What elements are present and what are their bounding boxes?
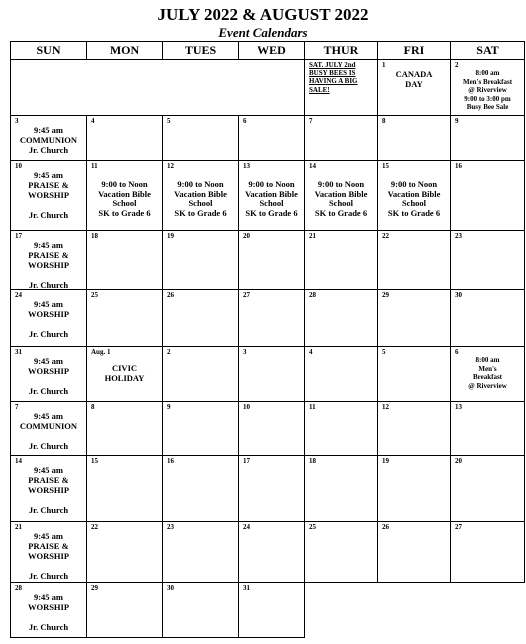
event-line: WORSHIP [27, 190, 70, 200]
day-cell [377, 230, 451, 290]
day-number: 23 [455, 232, 462, 240]
event-line: CANADA [395, 69, 433, 79]
event-line: Jr. Church [28, 145, 69, 155]
day-cell [450, 115, 525, 161]
event-text [307, 180, 375, 218]
day-number: Aug. 1 [91, 348, 111, 356]
event-text [453, 69, 522, 112]
day-cell [238, 455, 305, 522]
event-line: 9:00 to Noon [248, 179, 295, 189]
event-line: School [259, 198, 284, 208]
day-cell [238, 115, 305, 161]
event-line: Vacation Bible [314, 188, 368, 199]
event-line: Vacation Bible [245, 188, 298, 199]
day-cell [238, 289, 305, 347]
event-line [13, 270, 84, 280]
day-cell [86, 289, 163, 347]
day-cell [304, 115, 378, 161]
day-number: 28 [309, 291, 316, 299]
event-text [13, 531, 84, 581]
event-line: 9:00 to Noon [101, 179, 148, 189]
day-number: 7 [15, 403, 19, 411]
day-number: 7 [309, 117, 313, 125]
day-cell [377, 289, 451, 347]
day-number: 21 [15, 523, 22, 531]
day-number: 20 [455, 457, 462, 465]
event-line: Jr. Church [28, 386, 69, 396]
day-number: 10 [15, 162, 22, 170]
event-line: Men's Breakfast [462, 77, 513, 86]
day-number: 30 [455, 291, 462, 299]
day-cell [377, 346, 451, 402]
event-line: School [328, 198, 354, 208]
event-line: 9:45 am [33, 299, 64, 309]
day-number: 28 [15, 584, 22, 592]
event-line: Jr. Church [28, 622, 69, 632]
day-number: 17 [243, 457, 250, 465]
event-line: HAVING A BIG [309, 77, 358, 86]
event-line: Jr. Church [28, 571, 69, 581]
day-cell [304, 401, 378, 456]
day-cell [86, 346, 163, 402]
event-line [13, 376, 84, 386]
day-cell [10, 115, 87, 161]
day-cell [10, 160, 87, 231]
event-line: HOLIDAY [104, 373, 145, 383]
event-line: 9:45 am [33, 411, 64, 421]
day-number: 2 [455, 61, 459, 69]
day-cell [86, 521, 163, 583]
event-line: Vacation Bible [387, 188, 441, 199]
event-line [13, 200, 84, 210]
day-number: 13 [455, 403, 462, 411]
event-line: Jr. Church [28, 505, 69, 515]
day-number: 19 [167, 232, 174, 240]
day-number: 12 [167, 162, 174, 170]
day-cell [162, 346, 239, 402]
event-line: Jr. Church [28, 210, 69, 220]
day-cell [450, 230, 525, 290]
day-cell [450, 455, 525, 522]
day-cell [162, 521, 239, 583]
event-line: Busy Bee Sale [466, 103, 509, 111]
day-cell [162, 455, 239, 522]
day-number: 22 [91, 523, 98, 531]
event-line: Jr. Church [28, 441, 69, 451]
event-line: PRAISE & [28, 180, 69, 190]
weekday-label: TUES [184, 43, 217, 57]
weekday-header-sat [450, 41, 525, 60]
day-number: 21 [309, 232, 316, 240]
day-cell [450, 346, 525, 402]
day-number: 25 [91, 291, 98, 299]
day-cell [377, 455, 451, 522]
day-number: 6 [243, 117, 247, 125]
notice-cell [304, 59, 378, 116]
day-cell [304, 521, 378, 583]
event-line: PRAISE & [28, 250, 69, 260]
day-number: 18 [91, 232, 98, 240]
day-cell [238, 160, 305, 231]
event-line: School [401, 198, 427, 208]
event-text [165, 180, 236, 218]
day-cell [377, 401, 451, 456]
event-line: PRAISE & [28, 475, 69, 485]
day-cell [86, 582, 163, 638]
day-number: 10 [243, 403, 250, 411]
day-number: 3 [243, 348, 247, 356]
day-number: 4 [91, 117, 95, 125]
day-cell [304, 160, 378, 231]
weekday-header-mon [86, 41, 163, 60]
day-cell [238, 230, 305, 290]
event-line: Vacation Bible [98, 188, 151, 199]
event-line [13, 612, 84, 622]
calendar-title: JULY 2022 & AUGUST 2022 [157, 5, 369, 24]
day-number: 8 [91, 403, 95, 411]
day-cell [162, 289, 239, 347]
event-text [380, 69, 448, 89]
day-number: 6 [455, 348, 459, 356]
day-number: 26 [382, 523, 389, 531]
day-cell [450, 521, 525, 583]
event-line: WORSHIP [27, 551, 70, 561]
day-cell [450, 59, 525, 116]
weekday-label: MON [109, 43, 140, 57]
day-cell [10, 230, 87, 290]
event-line: WORSHIP [27, 366, 70, 376]
calendar-subtitle: Event Calendars [218, 25, 308, 40]
day-number: 4 [309, 348, 313, 356]
event-line: SK to Grade 6 [98, 207, 151, 218]
weekday-header-fri [377, 41, 451, 60]
event-text [13, 592, 84, 632]
day-cell [377, 115, 451, 161]
event-line: WORSHIP [27, 485, 70, 495]
event-line: SAT. JULY 2nd [309, 61, 356, 69]
day-number: 26 [167, 291, 174, 299]
day-cell [10, 582, 87, 638]
event-line: 9:45 am [33, 240, 64, 250]
blank-cell [10, 59, 305, 116]
event-line: 9:45 am [33, 592, 64, 602]
weekday-label: SAT [476, 43, 499, 57]
day-number: 29 [91, 584, 98, 592]
day-number: 15 [91, 457, 98, 465]
day-number: 31 [15, 348, 22, 356]
weekday-header-tues [162, 41, 239, 60]
day-number: 30 [167, 584, 174, 592]
day-number: 17 [15, 232, 22, 240]
day-cell [304, 455, 378, 522]
event-line: 9:45 am [33, 465, 64, 475]
day-cell [10, 346, 87, 402]
event-line: Men's [478, 364, 497, 373]
day-number: 24 [243, 523, 250, 531]
event-line: PRAISE & [28, 541, 69, 551]
event-line: Vacation Bible [174, 188, 227, 199]
day-cell [86, 115, 163, 161]
day-cell [450, 160, 525, 231]
event-line [13, 495, 84, 505]
calendar-grid [10, 41, 524, 637]
day-cell [86, 230, 163, 290]
day-number: 8 [382, 117, 386, 125]
weekday-label: WED [257, 43, 286, 57]
event-line: Jr. Church [28, 329, 69, 339]
day-number: 13 [243, 162, 250, 170]
day-cell [238, 346, 305, 402]
event-line: @ Riverview [468, 381, 507, 390]
day-number: 16 [167, 457, 174, 465]
event-line: COMMUNION [19, 135, 78, 145]
weekday-header-wed [238, 41, 305, 60]
day-cell [162, 160, 239, 231]
event-line: SK to Grade 6 [314, 207, 368, 218]
day-cell [238, 401, 305, 456]
day-number: 16 [455, 162, 462, 170]
event-line: 9:00 to 3:00 pm [464, 94, 511, 103]
event-line: SK to Grade 6 [245, 207, 298, 218]
event-line: 9:45 am [33, 356, 64, 366]
day-number: 2 [167, 348, 171, 356]
day-cell [450, 289, 525, 347]
event-text [241, 180, 302, 218]
sale-notice [309, 61, 373, 94]
day-number: 11 [309, 403, 316, 411]
event-line: 9:45 am [33, 170, 64, 180]
day-number: 31 [243, 584, 250, 592]
day-cell [10, 521, 87, 583]
event-text [13, 125, 84, 155]
day-number: 12 [382, 403, 389, 411]
day-cell [162, 230, 239, 290]
day-number: 20 [243, 232, 250, 240]
weekday-label: SUN [36, 43, 61, 57]
event-line: DAY [405, 79, 423, 89]
event-line: @ Riverview [468, 86, 507, 94]
event-line: 8:00 am [475, 69, 500, 77]
event-line [13, 561, 84, 571]
event-text [13, 411, 84, 451]
day-cell [377, 59, 451, 116]
weekday-header-thur [304, 41, 378, 60]
day-cell [377, 521, 451, 583]
day-cell [304, 230, 378, 290]
day-cell [162, 115, 239, 161]
day-number: 14 [309, 162, 316, 170]
event-line: SK to Grade 6 [387, 207, 441, 218]
event-text [380, 180, 448, 218]
day-cell [10, 401, 87, 456]
day-number: 22 [382, 232, 389, 240]
day-number: 9 [167, 403, 171, 411]
weekday-header-sun [10, 41, 87, 60]
day-cell [162, 582, 239, 638]
event-text [13, 299, 84, 339]
day-number: 3 [15, 117, 19, 125]
day-cell [86, 455, 163, 522]
day-cell [86, 401, 163, 456]
event-text [13, 240, 84, 290]
event-line: CIVIC [111, 363, 138, 373]
day-cell [162, 401, 239, 456]
event-text [13, 465, 84, 515]
day-cell [10, 455, 87, 522]
event-line: 9:45 am [33, 531, 64, 541]
day-number: 25 [309, 523, 316, 531]
weekday-label: THUR [323, 43, 359, 57]
day-number: 23 [167, 523, 174, 531]
event-text [89, 180, 160, 218]
event-line: WORSHIP [27, 602, 70, 612]
event-line: 9:00 to Noon [317, 179, 365, 189]
event-text [13, 170, 84, 220]
event-line: 8:00 am [475, 356, 500, 364]
event-line: COMMUNION [19, 421, 78, 431]
event-line: 9:00 to Noon [177, 179, 224, 189]
event-line: SALE! [309, 85, 330, 94]
event-line: BUSY BEES IS [309, 69, 356, 78]
day-cell [10, 289, 87, 347]
day-number: 24 [15, 291, 22, 299]
event-text [13, 356, 84, 396]
event-line: Breakfast [472, 373, 503, 381]
event-line: Jr. Church [28, 280, 69, 290]
day-cell [450, 401, 525, 456]
event-line: WORSHIP [27, 260, 70, 270]
day-number: 15 [382, 162, 389, 170]
event-line: 9:00 to Noon [390, 179, 438, 189]
day-cell [377, 160, 451, 231]
event-line: School [112, 198, 137, 208]
day-cell [304, 346, 378, 402]
day-number: 27 [243, 291, 250, 299]
event-text [453, 356, 522, 390]
day-number: 14 [15, 457, 22, 465]
day-number: 5 [167, 117, 171, 125]
day-cell [86, 160, 163, 231]
day-number: 19 [382, 457, 389, 465]
day-number: 9 [455, 117, 459, 125]
day-number: 27 [455, 523, 462, 531]
weekday-label: FRI [403, 43, 425, 57]
event-line: WORSHIP [27, 309, 70, 319]
event-line: 9:45 am [33, 125, 64, 135]
day-number: 1 [382, 61, 386, 69]
event-line [13, 319, 84, 329]
event-line: School [188, 198, 213, 208]
day-number: 5 [382, 348, 386, 356]
event-line: SK to Grade 6 [174, 207, 227, 218]
day-cell [238, 582, 305, 638]
day-number: 11 [91, 162, 98, 170]
day-number: 18 [309, 457, 316, 465]
day-cell [238, 521, 305, 583]
event-line [13, 431, 84, 441]
day-number: 29 [382, 291, 389, 299]
event-text [89, 363, 160, 383]
day-cell [304, 289, 378, 347]
